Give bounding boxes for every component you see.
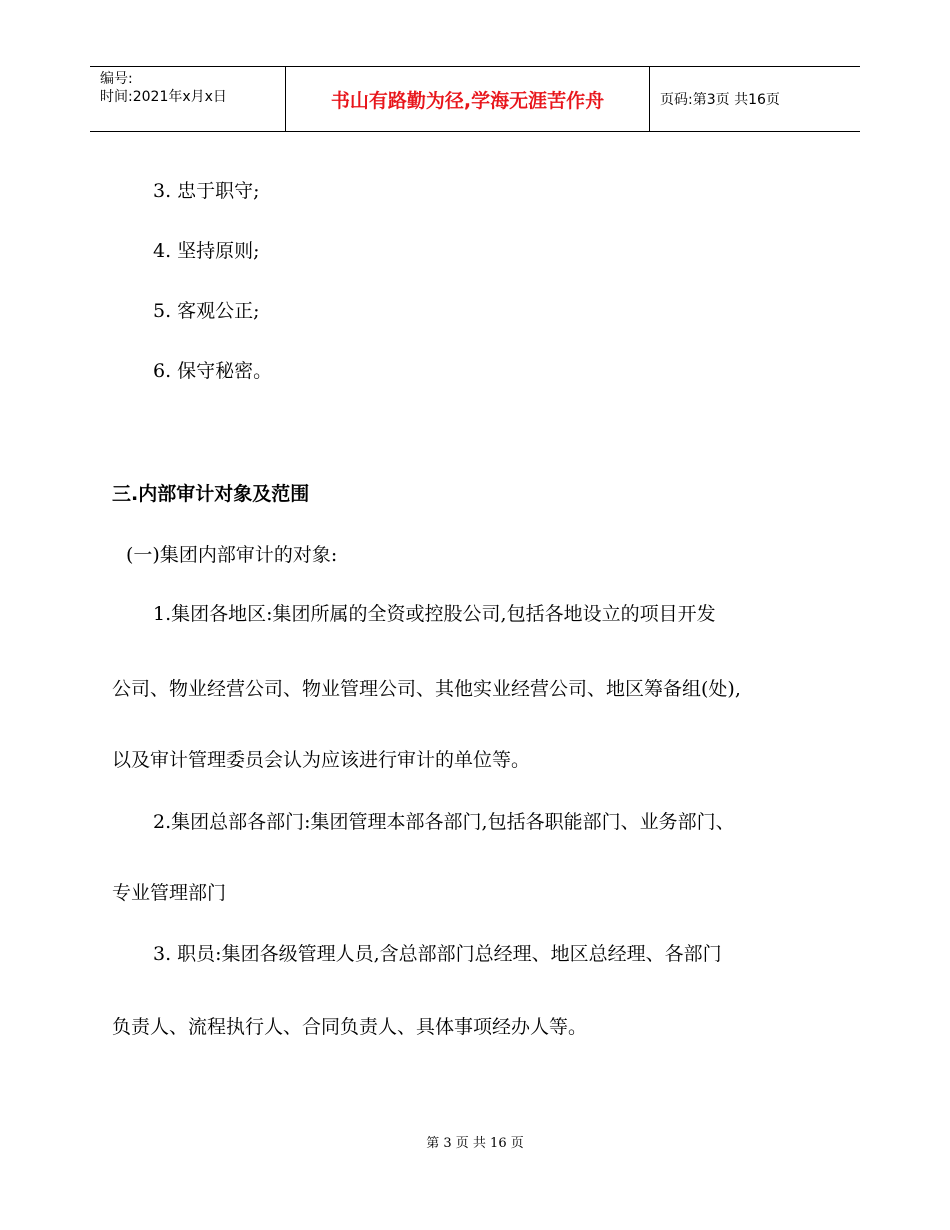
header-page-code: 页码:第3页 共16页: [660, 92, 780, 108]
paragraph-2-line-2: 专业管理部门: [112, 882, 227, 904]
paragraph-1-line-2: 公司、物业经营公司、物业管理公司、其他实业经营公司、地区筹备组(处),: [112, 678, 741, 700]
section-heading: 三.内部审计对象及范围: [112, 483, 310, 505]
header-motto: 书山有路勤为径,学海无涯苦作舟: [330, 90, 605, 112]
sub-heading: (一)集团内部审计的对象:: [126, 544, 338, 566]
document-number-label: 编号:: [100, 71, 133, 87]
paragraph-3-line-2: 负责人、流程执行人、合同负责人、具体事项经办人等。: [112, 1016, 588, 1038]
header-motto-cell: [286, 67, 650, 131]
paragraph-2-line-1: 2.集团总部各部门:集团管理本部各部门,包括各职能部门、业务部门、: [153, 811, 735, 833]
list-item-4: 4. 坚持原则;: [153, 240, 260, 262]
paragraph-3-line-1: 3. 职员:集团各级管理人员,含总部部门总经理、地区总经理、各部门: [153, 943, 722, 965]
list-item-5: 5. 客观公正;: [153, 300, 260, 322]
header-info-cell: [90, 67, 286, 131]
list-item-3: 3. 忠于职守;: [153, 180, 260, 202]
header-page-cell: [650, 67, 860, 131]
page-header: [90, 66, 860, 132]
list-item-6: 6. 保守秘密。: [153, 360, 273, 382]
paragraph-1-line-3: 以及审计管理委员会认为应该进行审计的单位等。: [112, 749, 531, 771]
document-date-label: 时间:2021年x月x日: [100, 89, 227, 105]
paragraph-1-line-1: 1.集团各地区:集团所属的全资或控股公司,包括各地设立的项目开发: [153, 603, 716, 625]
page-footer: 第 3 页 共 16 页: [426, 1136, 524, 1151]
